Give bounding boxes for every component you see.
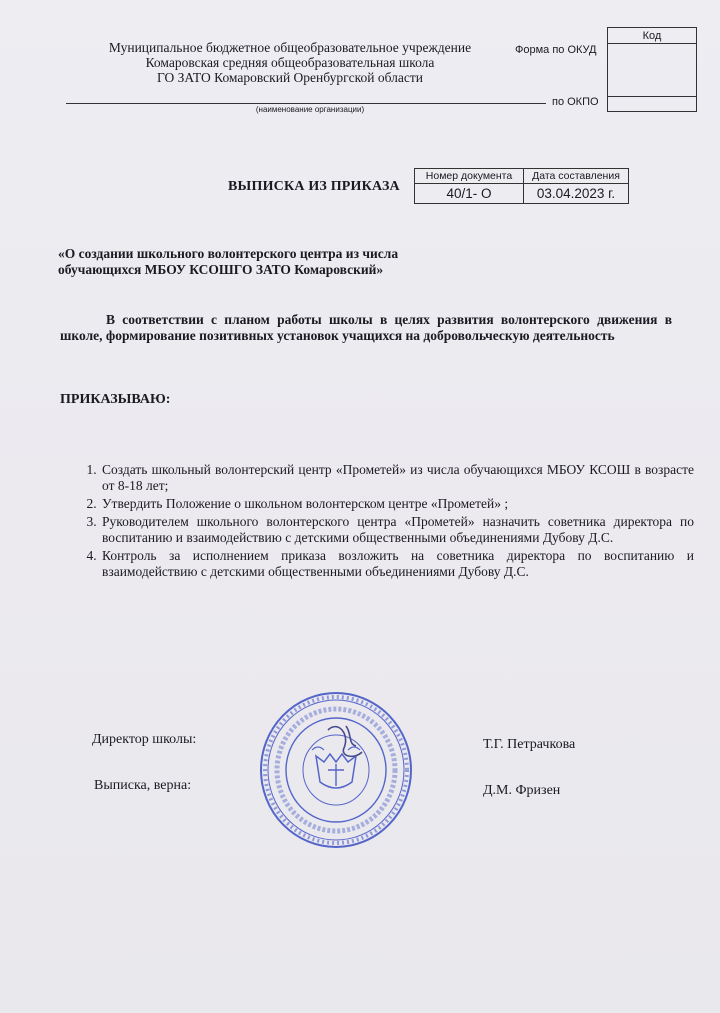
- code-table: [607, 27, 697, 112]
- order-subject: [58, 246, 478, 278]
- order-items: [78, 462, 694, 582]
- subject-line-1: «О создании школьного волонтерского центра из числа: [58, 246, 399, 261]
- org-caption: (наименование организации): [255, 105, 365, 114]
- document-title: ВЫПИСКА ИЗ ПРИКАЗА: [228, 179, 400, 194]
- document-number: 40/1- О: [415, 184, 524, 204]
- okpo-cell: [608, 97, 697, 112]
- okpo-label: по ОКПО: [552, 96, 599, 108]
- preamble: В соответствии с планом работы школы в целях развития волонтерского движения в школе, формирование позитивных установок учащихся на добровольческую деятельность: [60, 312, 672, 343]
- verified-role: Выписка, верна:: [94, 778, 192, 793]
- order-item: 2. Утвердить Положение о школьном волонтерском центре «Прометей» ;: [100, 496, 694, 512]
- code-header: Код: [608, 28, 697, 44]
- organization-name: [60, 40, 520, 85]
- org-line-1: Муниципальное бюджетное общеобразовательное учреждение: [108, 40, 472, 55]
- number-header: Номер документа: [415, 169, 524, 184]
- okud-label: Форма по ОКУД: [515, 44, 597, 56]
- document-date: 03.04.2023 г.: [524, 184, 629, 204]
- order-item: 3. Руководителем школьного волонтерского центра «Прометей» назначить советника директора по воспитанию и взаимодействию с детскими общественными объединениями Дубову Д.С.: [100, 514, 694, 546]
- org-line-2: Комаровская средняя общеобразовательная школа: [145, 55, 435, 70]
- order-word: ПРИКАЗЫВАЮ:: [60, 392, 171, 407]
- org-line-3: ГО ЗАТО Комаровский Оренбургской области: [157, 70, 423, 85]
- official-seal-icon: [258, 690, 414, 850]
- director-name: Т.Г. Петрачкова: [483, 737, 576, 752]
- order-item: 4. Контроль за исполнением приказа возложить на советника директора по воспитанию и взаимодействию с детскими общественными объединениями Дубову Д.С.: [100, 548, 694, 580]
- org-underline: [66, 103, 546, 104]
- date-header: Дата составления: [524, 169, 629, 184]
- subject-line-2: обучающихся МБОУ КСОШГО ЗАТО Комаровский»: [58, 262, 384, 277]
- okud-cell: [608, 44, 697, 97]
- director-role: Директор школы:: [92, 732, 197, 747]
- verified-name: Д.М. Фризен: [483, 783, 561, 798]
- order-item: 1. Создать школьный волонтерский центр «Прометей» из числа обучающихся МБОУ КСОШ в возрасте от 8-18 лет;: [100, 462, 694, 494]
- document-number-table: [414, 168, 629, 204]
